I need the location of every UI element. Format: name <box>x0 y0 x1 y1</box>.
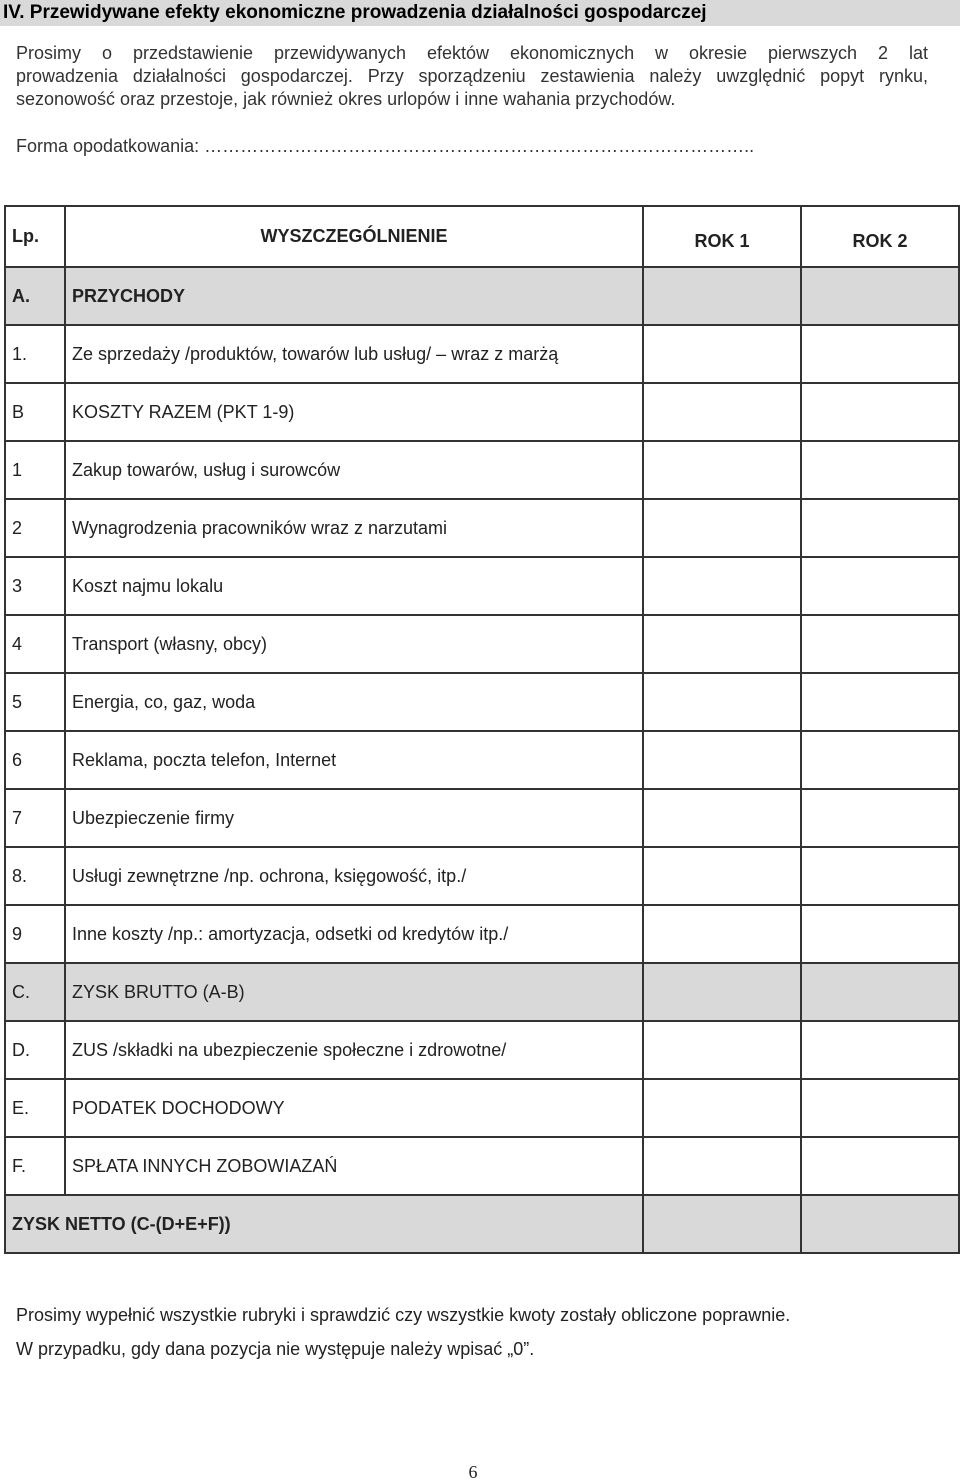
row-year-1-cell[interactable] <box>643 383 801 441</box>
intro-line: sezonowość oraz przestoje, jak również okres urlopów i inne wahania przychodów. <box>16 89 676 109</box>
row-year-1-cell[interactable] <box>643 441 801 499</box>
row-description: Wynagrodzenia pracowników wraz z narzutami <box>65 499 643 557</box>
row-year-2-cell[interactable] <box>801 1079 959 1137</box>
row-year-2-cell[interactable] <box>801 557 959 615</box>
table-row <box>5 325 959 383</box>
row-year-2-cell[interactable] <box>801 267 959 325</box>
row-year-1-cell[interactable] <box>643 963 801 1021</box>
row-description: Energia, co, gaz, woda <box>65 673 643 731</box>
table-row <box>5 1137 959 1195</box>
row-lp: 6 <box>5 731 65 789</box>
row-year-1-cell[interactable] <box>643 615 801 673</box>
row-year-2-cell[interactable] <box>801 963 959 1021</box>
row-description: Zakup towarów, usług i surowców <box>65 441 643 499</box>
table-row <box>5 383 959 441</box>
header-year-1: ROK 1 <box>643 206 801 267</box>
financial-forecast-table <box>4 205 960 1254</box>
row-description: PRZYCHODY <box>65 267 643 325</box>
table-row <box>5 731 959 789</box>
row-lp: A. <box>5 267 65 325</box>
footer-note-2: W przypadku, gdy dana pozycja nie występuje należy wpisać „0”. <box>16 1339 535 1359</box>
row-description: KOSZTY RAZEM (PKT 1-9) <box>65 383 643 441</box>
row-year-2-cell[interactable] <box>801 1137 959 1195</box>
net-profit-year-1-cell[interactable] <box>643 1195 801 1253</box>
row-lp: 4 <box>5 615 65 673</box>
row-lp: D. <box>5 1021 65 1079</box>
row-year-1-cell[interactable] <box>643 557 801 615</box>
row-lp: C. <box>5 963 65 1021</box>
row-lp: E. <box>5 1079 65 1137</box>
row-description: Ubezpieczenie firmy <box>65 789 643 847</box>
net-profit-year-2-cell[interactable] <box>801 1195 959 1253</box>
row-year-2-cell[interactable] <box>801 731 959 789</box>
header-description: WYSZCZEGÓLNIENIE <box>65 206 643 267</box>
net-profit-label: ZYSK NETTO (C-(D+E+F)) <box>5 1195 643 1253</box>
row-description: PODATEK DOCHODOWY <box>65 1079 643 1137</box>
row-year-1-cell[interactable] <box>643 905 801 963</box>
taxation-form-field[interactable]: Forma opodatkowania: ……………………………………………………………………………….. <box>16 136 755 156</box>
row-lp: 3 <box>5 557 65 615</box>
net-profit-row <box>5 1195 959 1253</box>
row-year-2-cell[interactable] <box>801 673 959 731</box>
row-year-2-cell[interactable] <box>801 1021 959 1079</box>
header-year-2: ROK 2 <box>801 206 959 267</box>
table-row <box>5 267 959 325</box>
row-year-1-cell[interactable] <box>643 731 801 789</box>
header-lp: Lp. <box>5 206 65 267</box>
row-year-2-cell[interactable] <box>801 499 959 557</box>
table-row <box>5 673 959 731</box>
row-lp: B <box>5 383 65 441</box>
row-year-2-cell[interactable] <box>801 325 959 383</box>
row-lp: 7 <box>5 789 65 847</box>
table-header-row <box>5 206 959 267</box>
section-title: IV. Przewidywane efekty ekonomiczne prowadzenia działalności gospodarczej <box>0 0 960 26</box>
page-number: 6 <box>468 1462 478 1482</box>
intro-line: Prosimy o przedstawienie przewidywanych efektów ekonomicznych w okresie pierwszych 2 lat <box>16 43 928 63</box>
row-year-1-cell[interactable] <box>643 1079 801 1137</box>
row-year-2-cell[interactable] <box>801 383 959 441</box>
table-row <box>5 905 959 963</box>
row-description: Reklama, poczta telefon, Internet <box>65 731 643 789</box>
row-year-1-cell[interactable] <box>643 1137 801 1195</box>
row-year-2-cell[interactable] <box>801 847 959 905</box>
row-year-1-cell[interactable] <box>643 789 801 847</box>
table-row <box>5 615 959 673</box>
table-row <box>5 847 959 905</box>
row-lp: 1 <box>5 441 65 499</box>
intro-line: prowadzenia działalności gospodarczej. Przy sporządzeniu zestawienia należy uwzględnić popyt rynku, <box>16 66 928 86</box>
table-row <box>5 1021 959 1079</box>
footer-note-1: Prosimy wypełnić wszystkie rubryki i sprawdzić czy wszystkie kwoty zostały obliczone poprawnie. <box>16 1305 791 1325</box>
table-row <box>5 963 959 1021</box>
table-row <box>5 441 959 499</box>
row-year-2-cell[interactable] <box>801 789 959 847</box>
row-year-2-cell[interactable] <box>801 441 959 499</box>
table-row <box>5 1079 959 1137</box>
row-description: Transport (własny, obcy) <box>65 615 643 673</box>
row-lp: F. <box>5 1137 65 1195</box>
row-description: Koszt najmu lokalu <box>65 557 643 615</box>
row-year-2-cell[interactable] <box>801 905 959 963</box>
table-row <box>5 499 959 557</box>
row-description: Ze sprzedaży /produktów, towarów lub usług/ – wraz z marżą <box>65 325 643 383</box>
row-year-1-cell[interactable] <box>643 1021 801 1079</box>
intro-paragraph <box>16 42 928 111</box>
row-year-1-cell[interactable] <box>643 847 801 905</box>
row-description: Usługi zewnętrzne /np. ochrona, księgowość, itp./ <box>65 847 643 905</box>
row-description: ZUS /składki na ubezpieczenie społeczne i zdrowotne/ <box>65 1021 643 1079</box>
row-description: ZYSK BRUTTO (A-B) <box>65 963 643 1021</box>
row-lp: 5 <box>5 673 65 731</box>
row-year-1-cell[interactable] <box>643 267 801 325</box>
row-lp: 9 <box>5 905 65 963</box>
row-description: Inne koszty /np.: amortyzacja, odsetki od kredytów itp./ <box>65 905 643 963</box>
row-description: SPŁATA INNYCH ZOBOWIAZAŃ <box>65 1137 643 1195</box>
row-year-1-cell[interactable] <box>643 499 801 557</box>
row-year-1-cell[interactable] <box>643 325 801 383</box>
table-row <box>5 789 959 847</box>
row-lp: 2 <box>5 499 65 557</box>
row-lp: 8. <box>5 847 65 905</box>
row-year-2-cell[interactable] <box>801 615 959 673</box>
table-row <box>5 557 959 615</box>
row-year-1-cell[interactable] <box>643 673 801 731</box>
row-lp: 1. <box>5 325 65 383</box>
